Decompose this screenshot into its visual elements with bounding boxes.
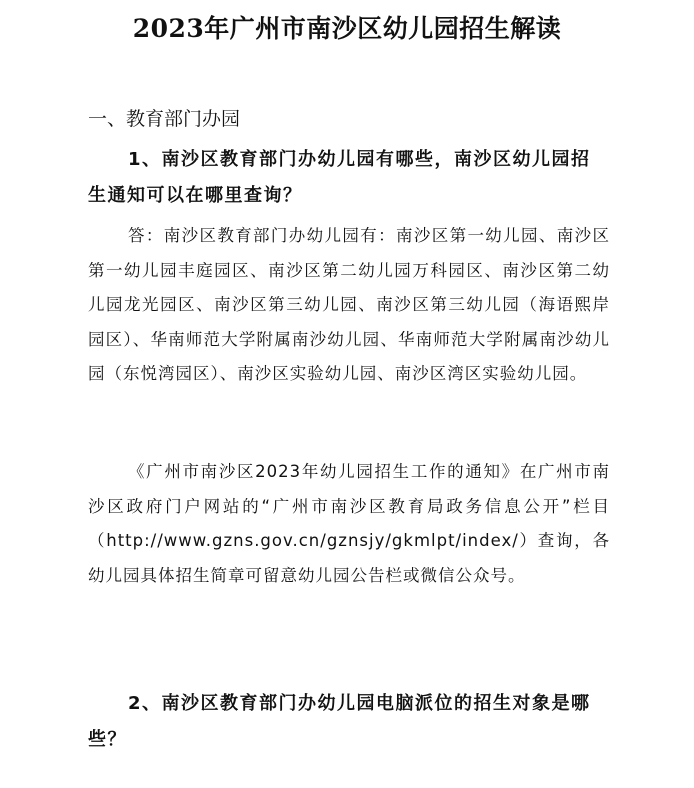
section-heading: 一、教育部门办园	[88, 108, 241, 130]
question-1: 1、南沙区教育部门办幼儿园有哪些，南沙区幼儿园招生通知可以在哪里查询？	[88, 149, 591, 206]
answer-1-paragraph-2: 《广州市南沙区2023年幼儿园招生工作的通知》在广州市南沙区政府门户网站的“广州市南沙区教育局政务信息公开”栏目（http://www.gzns.gov.cn/gznsjy/gkmlpt/index/）查询，各幼儿园具体招生简章可留意幼儿园公告栏或微信公众号。	[88, 462, 610, 585]
answer-1-paragraph-1: 答：南沙区教育部门办幼儿园有：南沙区第一幼儿园、南沙区第一幼儿园丰庭园区、南沙区第二幼儿园万科园区、南沙区第二幼儿园龙光园区、南沙区第三幼儿园、南沙区第三幼儿园（海语熙岸园区）、华南师范大学附属南沙幼儿园、华南师范大学附属南沙幼儿园（东悦湾园区）、南沙区实验幼儿园、南沙区湾区实验幼儿园。	[88, 226, 610, 383]
question-2: 2、南沙区教育部门办幼儿园电脑派位的招生对象是哪些？	[88, 693, 591, 750]
document-title: 2023年广州市南沙区幼儿园招生解读	[132, 14, 562, 43]
